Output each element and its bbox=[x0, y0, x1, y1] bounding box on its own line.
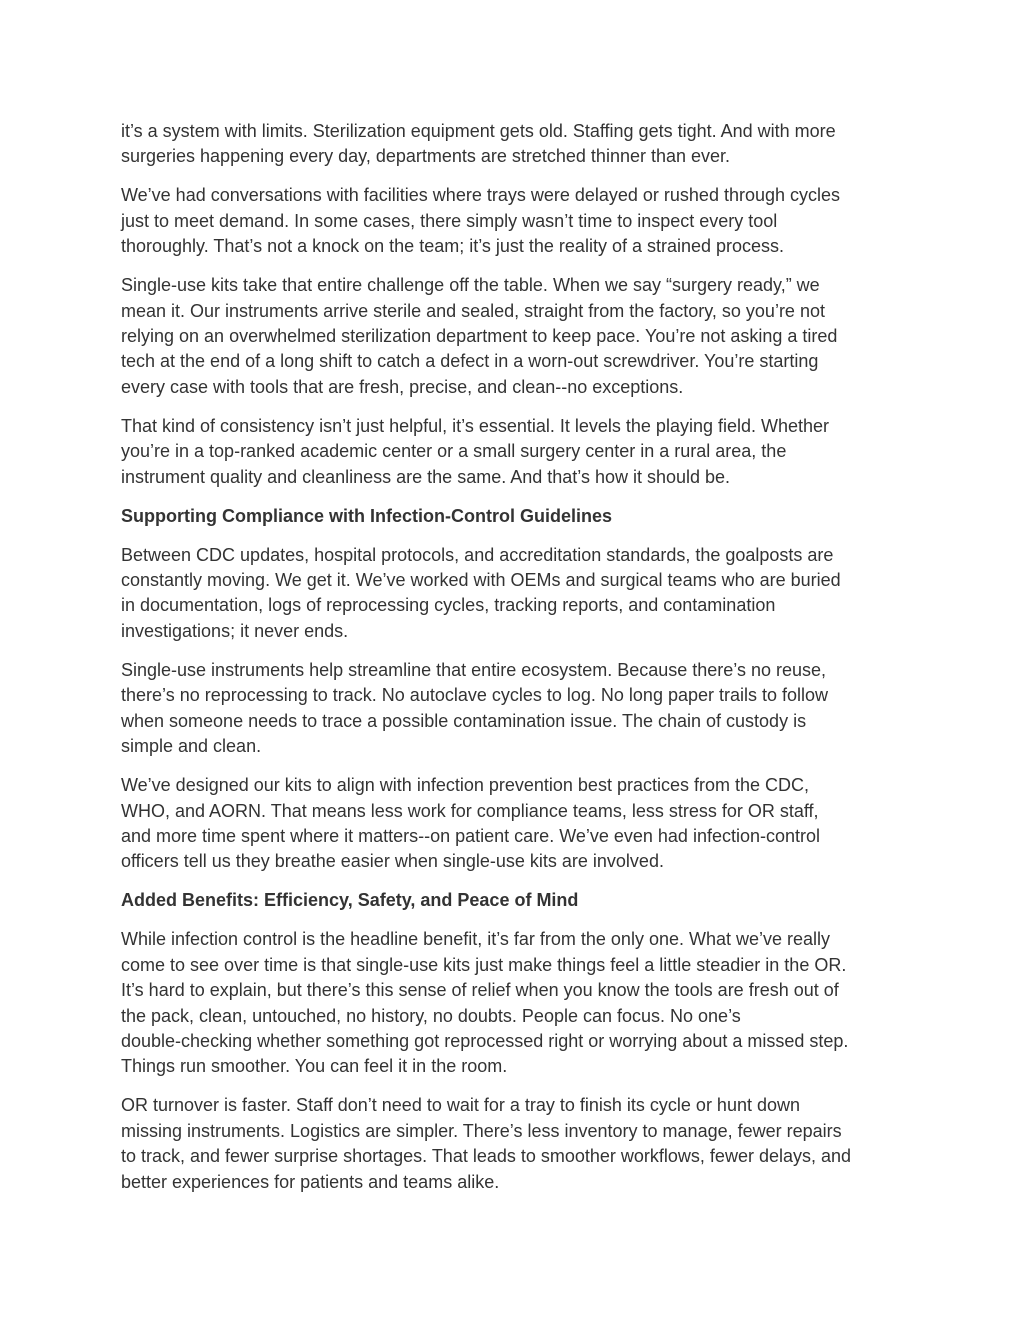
paragraph-sterilization-limits: it’s a system with limits. Sterilization equipment gets old. Staffing gets tight. And with more surgeries happening every day, departments are stretched thinner than ever. bbox=[121, 121, 836, 167]
paragraph-streamline: Single-use instruments help streamline that entire ecosystem. Because there’s no reuse, there’s no reprocessing to track. No autoclave cycles to log. No long paper trails to follow when someone needs to trace a possible contamination issue. The chain of custody is simple and clean. bbox=[121, 659, 829, 757]
heading-compliance: Supporting Compliance with Infection-Control Guidelines bbox=[121, 505, 612, 526]
paragraph-consistency: That kind of consistency isn’t just helpful, it’s essential. It levels the playing field. Whether you’re in a top-ranked academic center or a small surgery center in a rural area, the instrument quality and cleanliness are the same. And that’s how it should be. bbox=[121, 415, 830, 487]
heading-added-benefits: Added Benefits: Efficiency, Safety, and Peace of Mind bbox=[121, 890, 579, 911]
document-page bbox=[121, 119, 906, 1209]
paragraph-headline-benefit: While infection control is the headline benefit, it’s far from the only one. What we’ve really come to see over time is that single-use kits just make things feel a little steadier in the OR. It’s hard to explain, but there’s this sense of relief when you know the tools are fresh out of the pack, clean, untouched, no history, no doubts. People can focus. No one’s double-checking whether something got reprocessed right or worrying about a missed step. Things run smoother. You can feel it in the room. bbox=[121, 929, 849, 1077]
paragraph-best-practices: We’ve designed our kits to align with infection prevention best practices from the CDC, WHO, and AORN. That means less work for compliance teams, less stress for OR staff, and more time spent where it matters--on patient care. We’ve even had infection-control officers tell us they breathe easier when single-use kits are involved. bbox=[121, 775, 821, 872]
paragraph-delayed-trays: We’ve had conversations with facilities where trays were delayed or rushed through cycles just to meet demand. In some cases, there simply wasn’t time to inspect every tool thoroughly. That’s not a knock on the team; it’s just the reality of a strained process. bbox=[121, 185, 841, 257]
paragraph-or-turnover: OR turnover is faster. Staff don’t need to wait for a tray to finish its cycle or hunt down missing instruments. Logistics are simpler. There’s less inventory to manage, fewer repairs to track, and fewer surprise shortages. That leads to smoother workflows, fewer delays, and better experiences for patients and teams alike. bbox=[121, 1095, 852, 1192]
paragraph-single-use-kits: Single-use kits take that entire challenge off the table. When we say “surgery ready,” we mean it. Our instruments arrive sterile and sealed, straight from the factory, so you’re not relying on an overwhelmed sterilization department to keep pace. You’re not asking a tired tech at the end of a long shift to catch a defect in a worn-out screwdriver. You’re starting every case with tools that are fresh, precise, and clean--no exceptions. bbox=[121, 275, 838, 397]
paragraph-cdc-updates: Between CDC updates, hospital protocols, and accreditation standards, the goalposts are constantly moving. We get it. We’ve worked with OEMs and surgical teams who are buried in documentation, logs of reprocessing cycles, tracking reports, and contamination investigations; it never ends. bbox=[121, 544, 841, 641]
